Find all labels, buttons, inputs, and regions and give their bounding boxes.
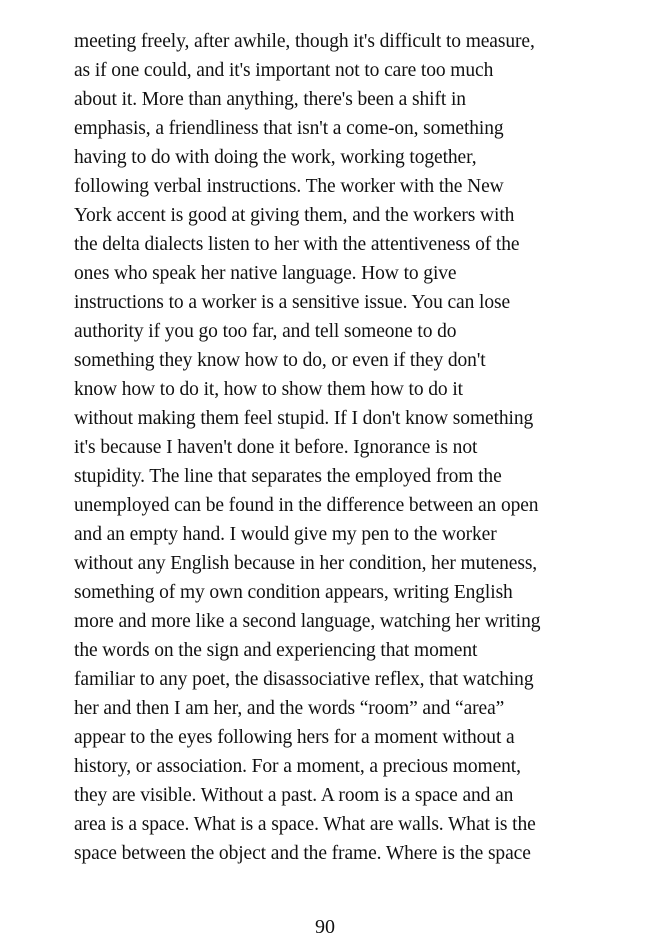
text-line: it's because I haven't done it before. Ignorance is not — [74, 437, 478, 458]
text-line: having to do with doing the work, working together, — [74, 147, 477, 168]
text-line: the delta dialects listen to her with the attentiveness of the — [74, 234, 520, 255]
text-line: her and then I am her, and the words “room” and “area” — [74, 698, 505, 719]
text-line: emphasis, a friendliness that isn't a come-on, something — [74, 118, 504, 139]
text-line: know how to do it, how to show them how to do it — [74, 379, 463, 400]
text-line: the words on the sign and experiencing that moment — [74, 640, 478, 661]
text-line: more and more like a second language, watching her writing — [74, 611, 541, 632]
text-line: space between the object and the frame. Where is the space — [74, 843, 531, 864]
text-line: history, or association. For a moment, a precious moment, — [74, 756, 521, 777]
text-line: as if one could, and it's important not to care too much — [74, 60, 494, 81]
text-line: following verbal instructions. The worker with the New — [74, 176, 504, 197]
text-line: without any English because in her condition, her muteness, — [74, 553, 538, 574]
text-line: instructions to a worker is a sensitive issue. You can lose — [74, 292, 511, 313]
text-line: authority if you go too far, and tell someone to do — [74, 321, 457, 342]
text-line: something they know how to do, or even if they don't — [74, 350, 486, 371]
text-line: something of my own condition appears, writing English — [74, 582, 513, 603]
text-line: ones who speak her native language. How to give — [74, 263, 457, 284]
text-line: appear to the eyes following hers for a moment without a — [74, 727, 515, 748]
text-line: stupidity. The line that separates the employed from the — [74, 466, 502, 487]
page-body-text — [74, 27, 634, 868]
text-line: meeting freely, after awhile, though it's difficult to measure, — [74, 31, 535, 52]
text-line: and an empty hand. I would give my pen to the worker — [74, 524, 497, 545]
text-line: area is a space. What is a space. What are walls. What is the — [74, 814, 536, 835]
text-line: unemployed can be found in the difference between an open — [74, 495, 539, 516]
text-line: York accent is good at giving them, and the workers with — [74, 205, 515, 226]
text-line: familiar to any poet, the disassociative reflex, that watching — [74, 669, 534, 690]
text-line: about it. More than anything, there's been a shift in — [74, 89, 466, 110]
text-line: without making them feel stupid. If I don't know something — [74, 408, 534, 429]
page-number: 90 — [315, 916, 335, 938]
text-line: they are visible. Without a past. A room is a space and an — [74, 785, 514, 806]
